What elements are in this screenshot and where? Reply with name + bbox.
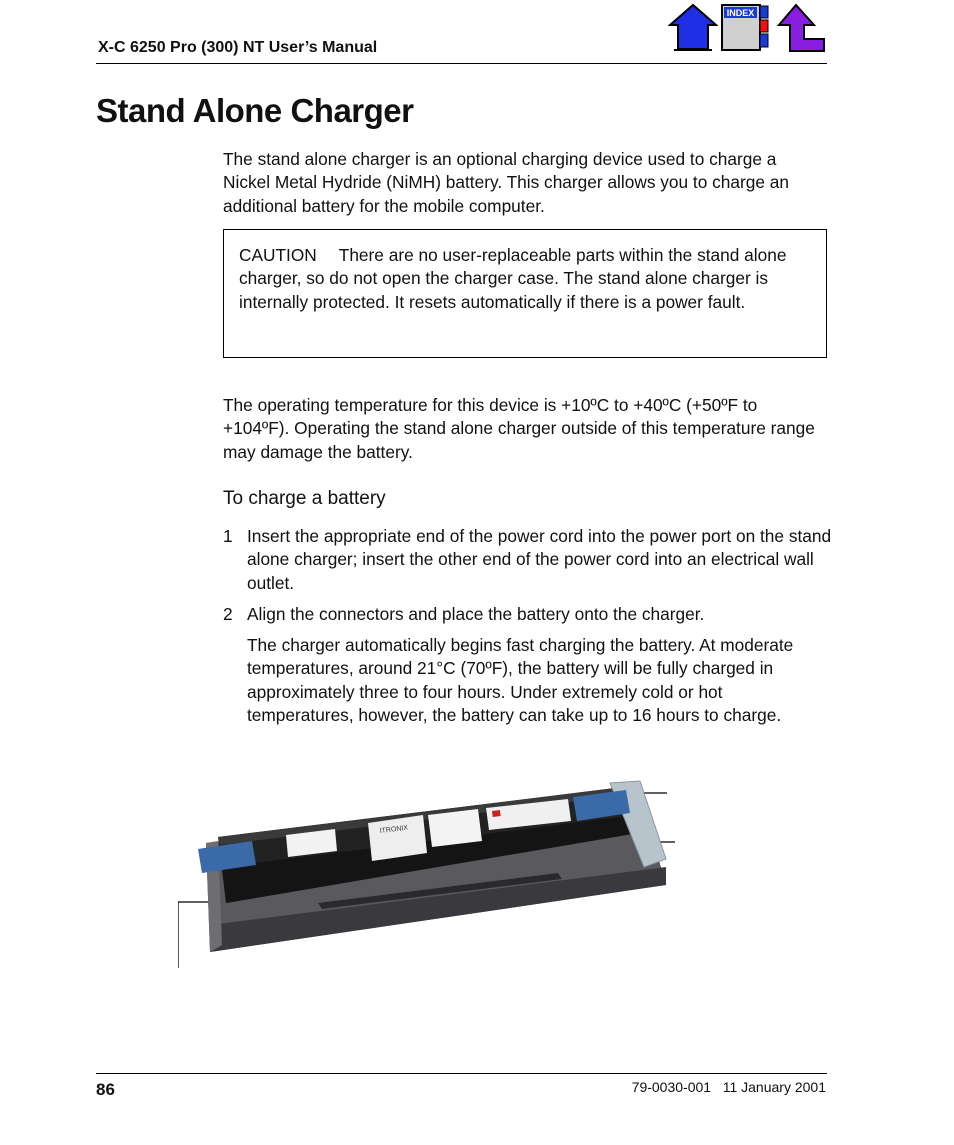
charger-photo <box>178 775 678 975</box>
step-number: 1 <box>223 526 233 546</box>
page-number: 86 <box>96 1080 115 1099</box>
battery-brand-label: ITRONIX <box>379 824 409 835</box>
intro-paragraph: The stand alone charger is an optional charging device used to charge a Nickel Metal Hydride (NiMH) battery. This charger allows you to charge an additional battery for the mobile computer. <box>223 149 790 216</box>
caution-content <box>239 244 809 314</box>
page-title: Stand Alone Charger <box>96 92 414 129</box>
caution-box <box>223 229 827 358</box>
step-text: Insert the appropriate end of the power cord into the power port on the stand alone charger; insert the other end of the power cord into an electrical wall outlet. <box>247 526 832 593</box>
header-rule <box>96 63 827 64</box>
index-icon[interactable] <box>720 3 770 53</box>
step-text: Align the connectors and place the battery onto the charger. <box>247 604 705 624</box>
back-arrow-icon[interactable] <box>776 3 826 53</box>
procedure-title: To charge a battery <box>223 488 386 509</box>
footer-rule <box>96 1073 827 1074</box>
document-info: 79-0030-001 11 January 2001 <box>631 1079 826 1095</box>
caution-text: There are no user-replaceable parts within the stand alone charger, so do not open the charger case. The stand alone charger is internally protected. It resets automatically if there is a power fault. <box>239 245 787 312</box>
index-label: INDEX <box>726 8 755 18</box>
home-icon[interactable] <box>668 3 718 53</box>
header-title: X-C 6250 Pro (300) NT User’s Manual <box>98 39 378 56</box>
charging-note: The charger automatically begins fast charging the battery. At moderate temperatures, around 21°C (70ºF), the battery will be fully charged in approximately three to four hours. Under extremely cold or hot temperatures, however, the battery can take up to 16 hours to charge. <box>247 635 794 725</box>
caution-label: CAUTION <box>239 245 317 265</box>
temperature-paragraph: The operating temperature for this device is +10ºC to +40ºC (+50ºF to +104ºF). Operating the stand alone charger outside of this temperature range may damage the battery. <box>223 395 815 462</box>
step-number: 2 <box>223 604 233 624</box>
